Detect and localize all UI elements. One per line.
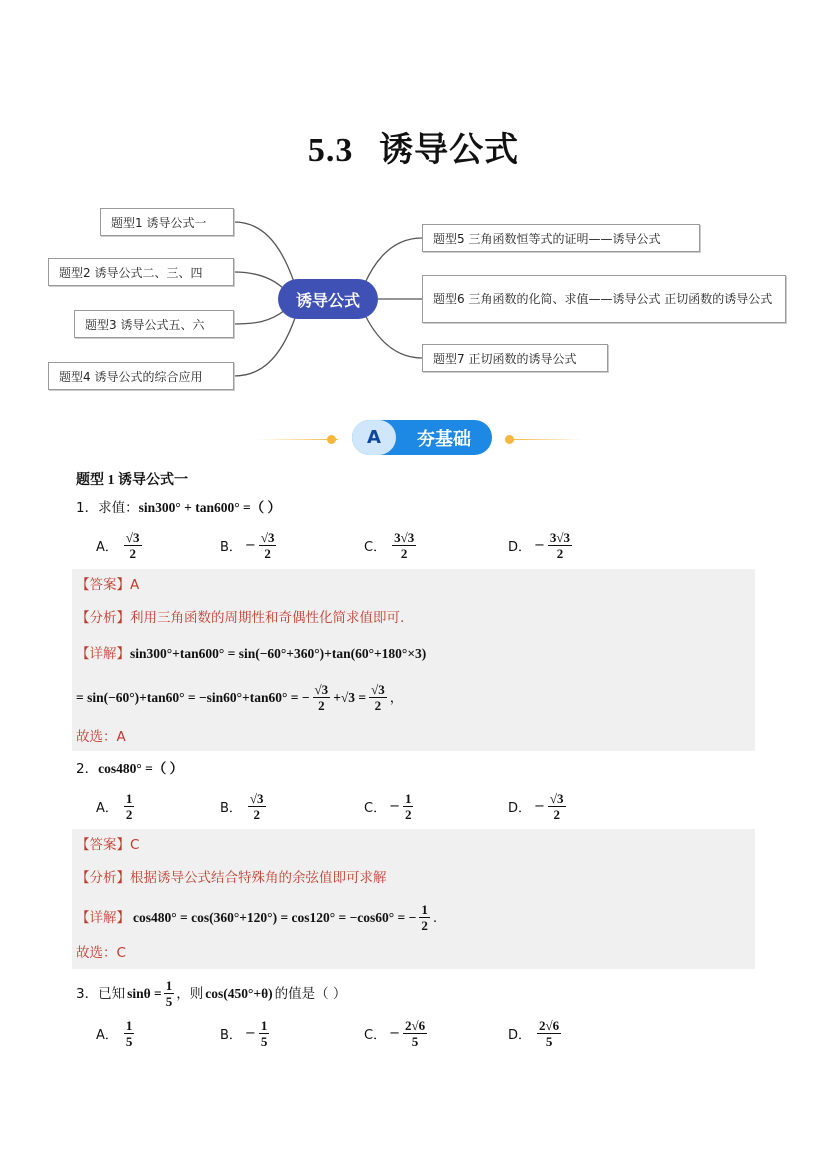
q1-option-b: B． − $\frac{√3}{2}$ <box>220 530 275 561</box>
q2-option-d: D． − $\frac{√3}{2}$ <box>508 791 564 822</box>
q2-answer: 【答案】C <box>76 837 140 853</box>
q1-choose: 故选：A <box>76 729 126 745</box>
q2-option-a: A． $\frac{1}{2}$ <box>96 791 133 822</box>
mindmap-node-right-5: 题型5 三角函数恒等式的证明——诱导公式 <box>422 224 700 252</box>
q3-option-c: C． − $\frac{2√6}{5}$ <box>364 1018 426 1049</box>
q2-analysis: 【分析】根据诱导公式结合特殊角的余弦值即可求解 <box>76 870 387 886</box>
q2-stem: 2．cos480° =（ ） <box>76 761 184 777</box>
q2-choose: 故选：C <box>76 945 126 961</box>
q2-solution-panel <box>72 829 755 969</box>
banner-line-right <box>512 439 582 440</box>
mindmap-node-right-6: 题型6 三角函数的化简、求值——诱导公式 正切函数的诱导公式 <box>422 275 786 323</box>
mindmap-node-left-3: 题型3 诱导公式五、六 <box>74 310 234 338</box>
banner-letter: A <box>352 420 396 455</box>
q3-option-a: A． $\frac{1}{5}$ <box>96 1018 133 1049</box>
q2-option-c: C． − $\frac{1}{2}$ <box>364 791 412 822</box>
q1-detail-line2: = sin(−60°)+tan60° = −sin60°+tan60° = − $\frac{√3}{2}$ +√3 = $\frac{√3}{2}$ ， <box>76 682 404 713</box>
mindmap-node-left-4: 题型4 诱导公式的综合应用 <box>48 362 234 390</box>
mindmap-center: 诱导公式 <box>278 279 378 319</box>
mindmap-connectors <box>0 0 827 410</box>
q2-option-b: B． $\frac{√3}{2}$ <box>220 791 264 822</box>
q1-answer: 【答案】A <box>76 577 140 593</box>
banner-text: 夯基础 <box>417 428 471 450</box>
q3-option-d: D． $\frac{2√6}{5}$ <box>508 1018 560 1049</box>
q1-option-a: A． $\frac{√3}{2}$ <box>96 530 140 561</box>
q1-option-d: D． − $\frac{3√3}{2}$ <box>508 530 571 561</box>
q1-stem: 1．求值：sin300° + tan600° =（ ） <box>76 500 282 516</box>
q3-stem: 3．已知 sinθ = $\frac{1}{5}$ ，则 cos(450°+θ) 的值是（ ） <box>76 978 347 1009</box>
q2-detail: 【详解】 cos480° = cos(360°+120°) = cos120° = −cos60° = − $\frac{1}{2}$ . <box>76 902 438 933</box>
q1-option-c: C． $\frac{3√3}{2}$ <box>364 530 415 561</box>
banner-line-left <box>258 439 338 440</box>
mindmap-node-left-1: 题型1 诱导公式一 <box>100 208 234 236</box>
q3-option-b: B． − $\frac{1}{5}$ <box>220 1018 268 1049</box>
section-banner <box>352 420 492 455</box>
q1-detail-line1: 【详解】sin300°+tan600° = sin(−60°+360°)+tan(60°+180°×3) <box>76 646 427 662</box>
page-title: 5.3 诱导公式 <box>307 130 520 170</box>
banner-dot-left <box>327 435 336 444</box>
mindmap-node-right-7: 题型7 正切函数的诱导公式 <box>422 344 608 372</box>
q1-analysis: 【分析】利用三角函数的周期性和奇偶性化简求值即可. <box>76 610 405 626</box>
mindmap-node-left-2: 题型2 诱导公式二、三、四 <box>48 258 234 286</box>
section-heading: 题型 1 诱导公式一 <box>76 473 188 488</box>
